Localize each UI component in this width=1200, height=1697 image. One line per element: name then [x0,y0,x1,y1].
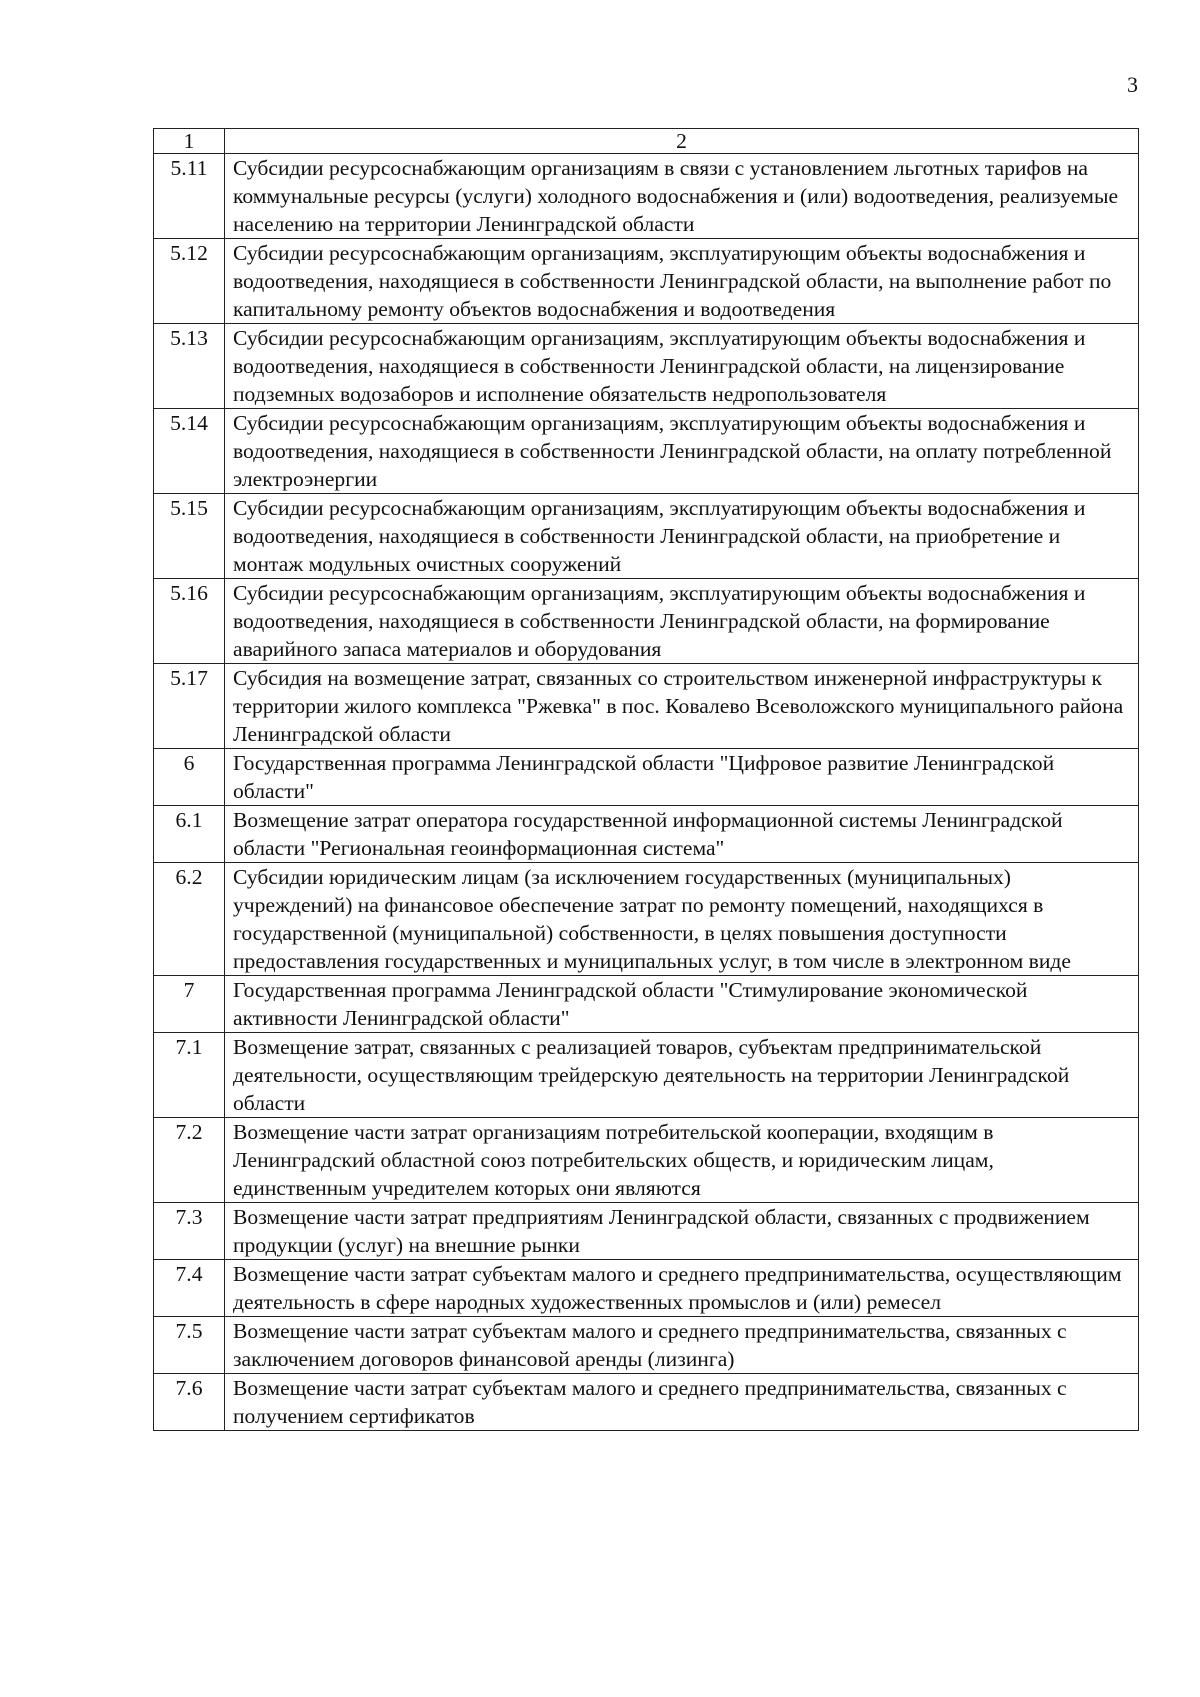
row-number: 7.6 [154,1374,225,1431]
row-text: Возмещение части затрат субъектам малого и среднего предпринимательства, связанных с заключением договоров финансовой аренды (лизинга) [225,1317,1139,1374]
table-row [154,806,1139,863]
table-row [154,863,1139,976]
row-number: 7.3 [154,1203,225,1260]
row-text: Субсидии ресурсоснабжающим организациям, эксплуатирующим объекты водоснабжения и водоотведения, находящиеся в собственности Ленинградской области, на формирование аварийного запаса материалов и оборудования [225,579,1139,664]
row-text: Возмещение части затрат субъектам малого и среднего предпринимательства, связанных с получением сертификатов [225,1374,1139,1431]
row-text: Субсидии ресурсоснабжающим организациям, эксплуатирующим объекты водоснабжения и водоотведения, находящиеся в собственности Ленинградской области, на выполнение работ по капитальному ремонту объектов водоснабжения и водоотведения [225,239,1139,324]
row-text: Возмещение затрат оператора государственной информационной системы Ленинградской области "Региональная геоинформационная система" [225,806,1139,863]
table-row [154,239,1139,324]
table-row [154,1203,1139,1260]
row-number: 5.13 [154,324,225,409]
row-number: 5.12 [154,239,225,324]
table-row [154,409,1139,494]
row-text: Государственная программа Ленинградской области "Цифровое развитие Ленинградской области" [225,749,1139,806]
row-text: Возмещение затрат, связанных с реализацией товаров, субъектам предпринимательской деятельности, осуществляющим трейдерскую деятельность на территории Ленинградской области [225,1033,1139,1118]
row-number: 5.14 [154,409,225,494]
row-text: Возмещение части затрат субъектам малого и среднего предпринимательства, осуществляющим деятельность в сфере народных художественных промыслов и (или) ремесел [225,1260,1139,1317]
table-row [154,324,1139,409]
table-row [154,494,1139,579]
row-text: Субсидии ресурсоснабжающим организациям в связи с установлением льготных тарифов на коммунальные ресурсы (услуги) холодного водоснабжения и (или) водоотведения, реализуемые населению на территории Ленинградской области [225,154,1139,239]
table-row [154,749,1139,806]
row-text: Субсидии ресурсоснабжающим организациям, эксплуатирующим объекты водоснабжения и водоотведения, находящиеся в собственности Ленинградской области, на приобретение и монтаж модульных очистных сооружений [225,494,1139,579]
header-col-number: 1 [154,129,225,154]
row-number: 7.1 [154,1033,225,1118]
table-row [154,664,1139,749]
table-header-row [154,129,1139,154]
row-text: Субсидия на возмещение затрат, связанных со строительством инженерной инфраструктуры к территории жилого комплекса "Ржевка" в пос. Ковалево Всеволожского муниципального района Ленинградской области [225,664,1139,749]
table-row [154,154,1139,239]
table-body [154,129,1139,1431]
row-text: Субсидии ресурсоснабжающим организациям, эксплуатирующим объекты водоснабжения и водоотведения, находящиеся в собственности Ленинградской области, на лицензирование подземных водозаборов и исполнение обязательств недропользователя [225,324,1139,409]
row-number: 6.1 [154,806,225,863]
table-row [154,1317,1139,1374]
row-number: 5.15 [154,494,225,579]
row-number: 6.2 [154,863,225,976]
row-text: Субсидии ресурсоснабжающим организациям, эксплуатирующим объекты водоснабжения и водоотведения, находящиеся в собственности Ленинградской области, на оплату потребленной электроэнергии [225,409,1139,494]
row-number: 5.11 [154,154,225,239]
row-text: Субсидии юридическим лицам (за исключением государственных (муниципальных) учреждений) на финансовое обеспечение затрат по ремонту помещений, находящихся в государственной (муниципальной) собственности, в целях повышения доступности предоставления государственных и муниципальных услуг, в том числе в электронном виде [225,863,1139,976]
row-number: 6 [154,749,225,806]
row-text: Возмещение части затрат организациям потребительской кооперации, входящим в Ленинградский областной союз потребительских обществ, и юридическим лицам, единственным учредителем которых они являются [225,1118,1139,1203]
row-number: 7.5 [154,1317,225,1374]
row-number: 5.17 [154,664,225,749]
subsidies-table [153,128,1139,1431]
row-number: 7 [154,976,225,1033]
row-number: 7.4 [154,1260,225,1317]
table-row [154,1118,1139,1203]
table-row [154,1033,1139,1118]
table-row [154,1374,1139,1431]
table-row [154,1260,1139,1317]
header-col-text: 2 [225,129,1139,154]
table-row [154,976,1139,1033]
table-row [154,579,1139,664]
row-number: 7.2 [154,1118,225,1203]
row-number: 5.16 [154,579,225,664]
row-text: Государственная программа Ленинградской области "Стимулирование экономической активности Ленинградской области" [225,976,1139,1033]
row-text: Возмещение части затрат предприятиям Ленинградской области, связанных с продвижением продукции (услуг) на внешние рынки [225,1203,1139,1260]
page-number: 3 [1127,72,1138,97]
